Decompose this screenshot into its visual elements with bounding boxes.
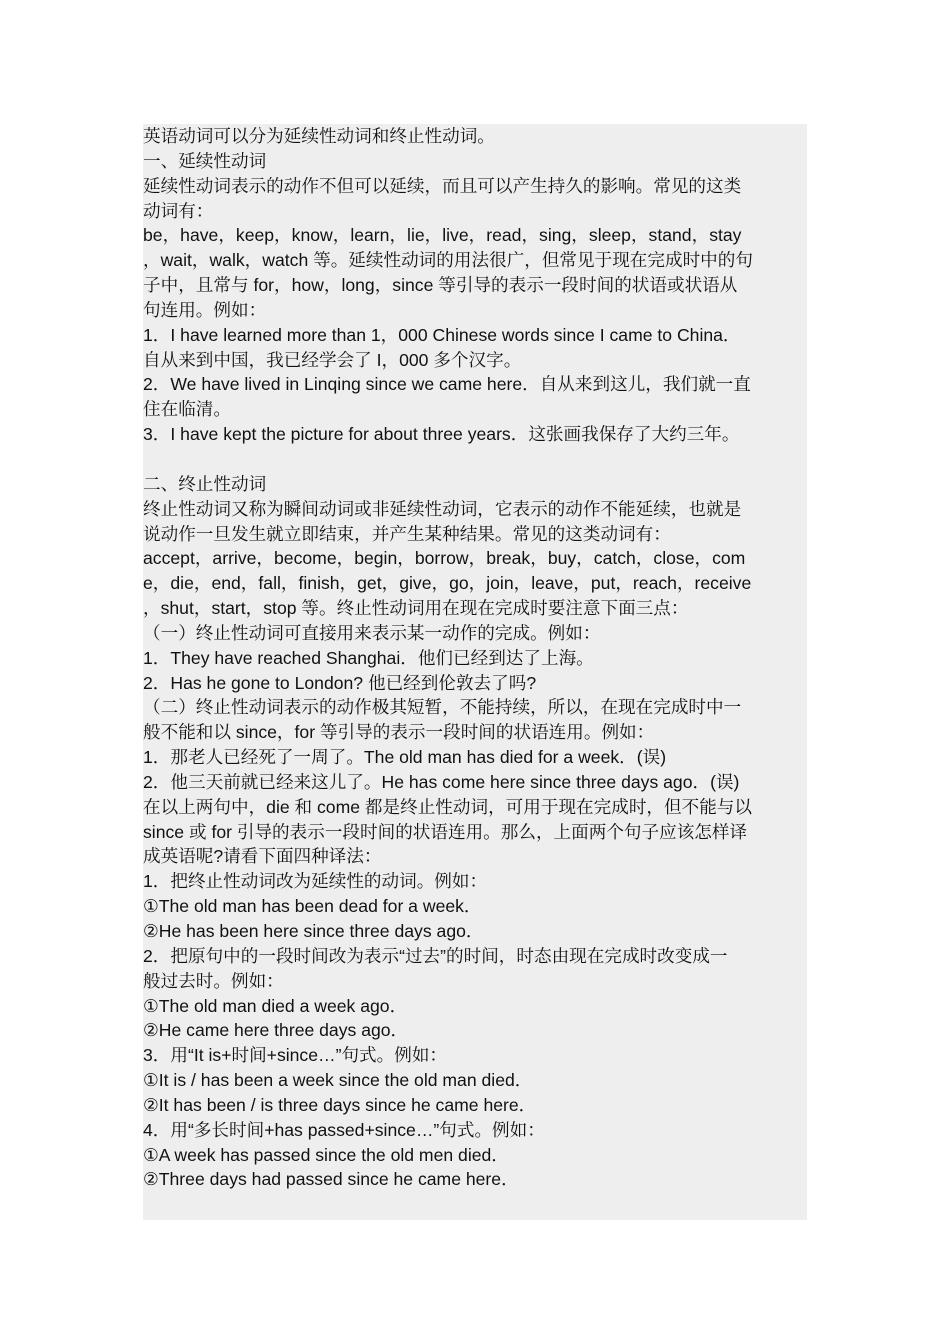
method-heading: 3．用“It is+时间+since…”句式。例如： [143,1045,448,1066]
paragraph-line: 般不能和以 since，for 等引导的表示一段时间的状语连用。例如： [143,722,655,743]
example-line: 2．Has he gone to London? 他已经到伦敦去了吗? [143,672,537,693]
paragraph-line: 说动作一旦发生就立即结束，并产生某种结果。常见的这类动词有： [143,523,671,544]
example-line: 2．他三天前就已经来这儿了。He has come here since three days ago．(误) [143,771,740,792]
paragraph-line: be，have，keep，know，learn，lie，live，read，sing，sleep，stand，stay [143,225,742,246]
method-heading: 4．用“多长时间+has passed+since…”句式。例如： [143,1119,545,1140]
method-heading: 2．把原句中的一段时间改为表示“过去”的时间，时态由现在完成时改变成一 [143,945,728,966]
paragraph-line: 句连用。例如： [143,299,267,320]
section-2-heading: 二、终止性动词 [143,473,267,494]
example-line: ②It has been / is three days since he came here． [143,1094,537,1115]
paragraph-line: 延续性动词表示的动作不但可以延续，而且可以产生持久的影响。常见的这类 [143,175,742,196]
example-line: ①The old man died a week ago． [143,995,408,1016]
paragraph-line: 般过去时。例如： [143,970,284,991]
example-line: 1．They have reached Shanghai．他们已经到达了上海。 [143,647,594,668]
example-line: ①A week has passed since the old men died． [143,1144,509,1165]
subsection-heading: （二）终止性动词表示的动作极其短暂，不能持续，所以，在现在完成时中一 [143,697,742,718]
example-line: 1．那老人已经死了一周了。The old man has died for a week．(误) [143,747,667,768]
document-text-block [143,124,807,1220]
example-line: ①The old man has been dead for a week． [143,896,482,917]
example-line: 1．I have learned more than 1，000 Chinese words since I came to China． [143,324,741,345]
section-1-heading: 一、延续性动词 [143,150,267,171]
paragraph-line: 动词有： [143,200,214,221]
paragraph-line: 子中，且常与 for，how，long，since 等引导的表示一段时间的状语或状语从 [143,275,738,296]
paragraph-line: 成英语呢?请看下面四种译法： [143,846,382,867]
paragraph-line: ，shut，start，stop 等。终止性动词用在现在完成时要注意下面三点： [143,598,689,619]
example-line: 自从来到中国，我已经学会了 I，000 多个汉字。 [143,349,522,370]
subsection-heading: （一）终止性动词可直接用来表示某一动作的完成。例如： [143,622,601,643]
example-line: ②He has been here since three days ago． [143,921,484,941]
method-heading: 1．把终止性动词改为延续性的动词。例如： [143,871,488,892]
paragraph-line: 在以上两句中，die 和 come 都是终止性动词，可用于现在完成时，但不能与以 [143,796,752,817]
intro-line: 英语动词可以分为延续性动词和终止性动词。 [143,126,495,146]
paragraph-line: ，wait，walk，watch 等。延续性动词的用法很广，但常见于现在完成时中的句 [143,250,753,271]
example-line: ②He came here three days ago． [143,1020,409,1041]
example-line: 2．We have lived in Linqing since we came here．自从来到这儿，我们就一直 [143,374,751,395]
paragraph-line: e，die，end，fall，finish，get，give，go，join，leave，put，reach，receive [143,573,752,594]
example-line: 3．I have kept the picture for about three years．这张画我保存了大约三年。 [143,424,740,445]
blank-line [143,447,807,472]
example-line: ②Three days had passed since he came here． [143,1169,519,1190]
example-line: ①It is / has been a week since the old man died． [143,1070,533,1091]
paragraph-line: 终止性动词又称为瞬间动词或非延续性动词，它表示的动作不能延续，也就是 [143,498,742,519]
example-line: 住在临清。 [143,399,231,420]
paragraph-line: since 或 for 引导的表示一段时间的状语连用。那么，上面两个句子应该怎样译 [143,821,748,842]
paragraph-line: accept，arrive，become，begin，borrow，break，buy，catch，close，com [143,548,746,569]
